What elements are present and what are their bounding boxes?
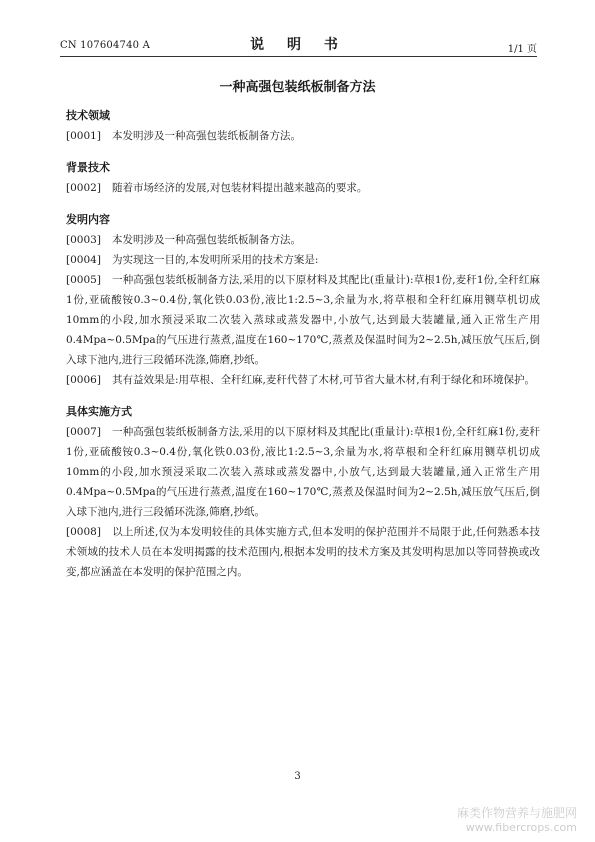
paragraph-text: 一种高强包装纸板制备方法,采用的以下原材料及其配比(重量计):草根1份,麦秆1份,全秆红麻1份,亚硫酸铵0.3~0.4份,氧化铁0.03份,液比1:2.5~3,余量为水,将草根和全秆红麻用铡草机切成10mm的小段,加水预浸采取二次装入蒸球或蒸发器中,小放气,达到最大装罐量,通入正常生产用0.4Mpa~0.5Mpa的气压进行蒸煮,温度在160~170℃,蒸煮及保温时间为2~2.5h,减压放气压后,倒入球下池内,进行三段循环洗涤,筛磨,抄纸。 — [66, 274, 540, 366]
paragraph — [66, 178, 540, 198]
paragraph-number: [0006] — [66, 374, 101, 386]
section-background — [66, 160, 540, 198]
page-count: 1/1 页 — [507, 44, 537, 55]
paragraph-number: [0005] — [66, 274, 101, 286]
paragraph-number: [0003] — [66, 234, 101, 246]
section-heading: 具体实施方式 — [66, 405, 132, 418]
page-header — [60, 34, 537, 54]
document-title: 一种高强包装纸板制备方法 — [219, 80, 376, 95]
paragraph-text: 为实现这一目的,本发明所采用的技术方案是: — [112, 254, 319, 266]
page-number: 3 — [294, 771, 301, 782]
paragraph — [66, 422, 540, 522]
paragraph-text: 本发明涉及一种高强包装纸板制备方法。 — [112, 234, 301, 246]
paragraph-number: [0004] — [66, 254, 101, 266]
paragraph-text: 以上所述,仅为本发明较佳的具体实施方式,但本发明的保护范围并不局限于此,任何熟悉本技术领域的技术人员在本发明揭露的技术范围内,根据本发明的技术方案及其发明构思加以等同替换或改变,都应涵盖在本发明的保护范围之内。 — [66, 526, 540, 578]
paragraph-text: 一种高强包装纸板制备方法,采用的以下原材料及其配比(重量计):草根1份,全秆红麻1份,麦秆1份,亚硫酸铵0.3~0.4份,氧化铁0.03份,液比1:2.5~3,余量为水,将草根和全秆红麻用铡草机切成10mm的小段,加水预浸采取二次装入蒸球或蒸发器中,小放气,达到最大装罐量,通入正常生产用0.4Mpa~0.5Mpa的气压进行蒸煮,温度在160~170℃,蒸煮及保温时间为2~2.5h,减压放气压后,倒入球下池内,进行三段循环洗涤,筛磨,抄纸。 — [66, 426, 540, 518]
paragraph-text: 随着市场经济的发展,对包装材料提出越来越高的要求。 — [112, 182, 368, 194]
watermark — [457, 806, 577, 835]
paragraph-number: [0008] — [66, 526, 101, 538]
paragraph-text: 本发明涉及一种高强包装纸板制备方法。 — [112, 130, 301, 142]
paragraph — [66, 522, 540, 582]
paragraph — [66, 230, 540, 250]
section-heading: 发明内容 — [66, 213, 110, 226]
section-embodiment — [66, 404, 540, 582]
paragraph — [66, 270, 540, 370]
paragraph — [66, 126, 540, 146]
paragraph-number: [0002] — [66, 182, 101, 194]
document-body — [66, 108, 540, 596]
section-summary — [66, 212, 540, 390]
paragraph — [66, 370, 540, 390]
header-rule — [60, 56, 537, 57]
paragraph-number: [0001] — [66, 130, 101, 142]
paragraph — [66, 250, 540, 270]
watermark-url: www.fibercrops.com — [465, 821, 577, 834]
section-technical-field — [66, 108, 540, 146]
document-type-title: 说 明 书 — [250, 37, 347, 53]
paragraph-number: [0007] — [66, 426, 101, 438]
section-heading: 背景技术 — [66, 161, 110, 174]
paragraph-text: 其有益效果是:用草根、全秆红麻,麦秆代替了木材,可节省大量木材,有利于绿化和环境保护。 — [112, 374, 536, 386]
watermark-site-name: 麻类作物营养与施肥网 — [456, 806, 577, 820]
publication-number: CN 107604740 A — [60, 40, 151, 51]
section-heading: 技术领域 — [66, 109, 110, 122]
